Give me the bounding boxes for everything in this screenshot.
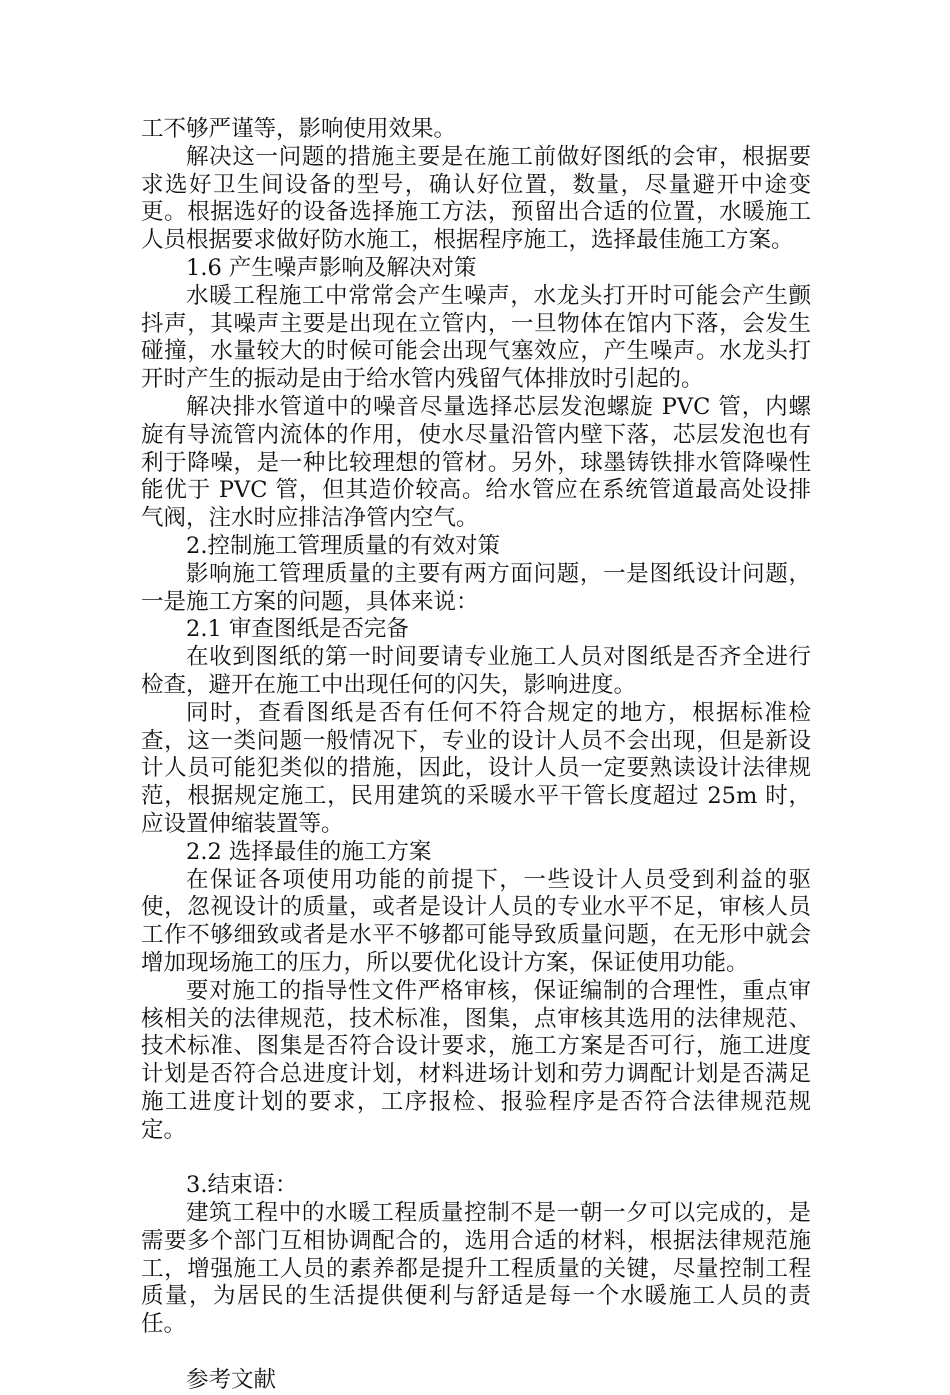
- paragraph-gap: [141, 1339, 811, 1367]
- section-heading-2-2: 2.2 选择最佳的施工方案: [186, 838, 432, 865]
- paragraph-continuation: 工不够严谨等，影响使用效果。: [141, 116, 457, 142]
- paragraph-document-review: 要对施工的指导性文件严格审核，保证编制的合理性，重点审核相关的法律规范，技术标准，图集，点审核其选用的法律规范、技术标准、图集是否符合设计要求，施工方案是否可行，施工进度计划是否符合总进度计划，材料进场计划和劳力调配计划是否满足施工进度计划的要求，工序报检、报验程序是否符合法律规范规定。: [141, 977, 811, 1143]
- body-text: [141, 116, 811, 1395]
- section-heading-2: 2.控制施工管理质量的有效对策: [186, 532, 500, 559]
- section-heading-1-6: 1.6 产生噪声影响及解决对策: [186, 254, 477, 281]
- paragraph-noise-solution: 解决排水管道中的噪音尽量选择芯层发泡螺旋 PVC 管，内螺旋有导流管内流体的作用，使水尽量沿管内壁下落，芯层发泡也有利于降噪，是一种比较理想的管材。另外，球墨铸铁排水管降噪性能优于 PVC 管，但其造价较高。给水管应在系统管道最高处设排气阀，注水时应排洁净管内空气。: [141, 393, 811, 532]
- paragraph-drawing-review: 解决这一问题的措施主要是在施工前做好图纸的会审，根据要求选好卫生间设备的型号，确认好位置，数量，尽量避开中途变更。根据选好的设备选择施工方法，预留出合适的位置，水暖施工人员根据要求做好防水施工，根据程序施工，选择最佳施工方案。: [141, 143, 811, 254]
- paragraph-noise-cause: 水暖工程施工中常常会产生噪声，水龙头打开时可能会产生颤抖声，其噪声主要是出现在立管内，一旦物体在馆内下落，会发生碰撞，水量较大的时候可能会出现气塞效应，产生噪声。水龙头打开时产生的振动是由于给水管内残留气体排放时引起的。: [141, 282, 811, 393]
- paragraph-standards-check: 同时，查看图纸是否有任何不符合规定的地方，根据标准检查，这一类问题一般情况下，专业的设计人员不会出现，但是新设计人员可能犯类似的措施，因此，设计人员一定要熟读设计法律规范，根据规定施工，民用建筑的采暖水平干管长度超过 25m 时，应设置伸缩装置等。: [141, 699, 811, 837]
- paragraph-gap: [141, 1144, 811, 1172]
- section-heading-3: 3.结束语：: [186, 1172, 298, 1199]
- paragraph-drawing-check: 在收到图纸的第一时间要请专业施工人员对图纸是否齐全进行检查，避开在施工中出现任何的闪失，影响进度。: [141, 644, 811, 698]
- section-heading-2-1: 2.1 审查图纸是否完备: [186, 616, 409, 643]
- paragraph-quality-factors: 影响施工管理质量的主要有两方面问题，一是图纸设计问题，一是施工方案的问题，具体来说：: [141, 560, 811, 615]
- paragraph-design-quality: 在保证各项使用功能的前提下，一些设计人员受到利益的驱使，忽视设计的质量，或者是设计人员的专业水平不足，审核人员工作不够细致或者是水平不够都可能导致质量问题，在无形中就会增加现场施工的压力，所以要优化设计方案，保证使用功能。: [141, 866, 811, 976]
- references-heading: 参考文献: [186, 1366, 277, 1393]
- paragraph-conclusion: 建筑工程中的水暖工程质量控制不是一朝一夕可以完成的，是需要多个部门互相协调配合的，选用合适的材料，根据法律规范施工，增强施工人员的素养都是提升工程质量的关键，尽量控制工程质量，为居民的生活提供便利与舒适是每一个水暖施工人员的责任。: [141, 1200, 811, 1338]
